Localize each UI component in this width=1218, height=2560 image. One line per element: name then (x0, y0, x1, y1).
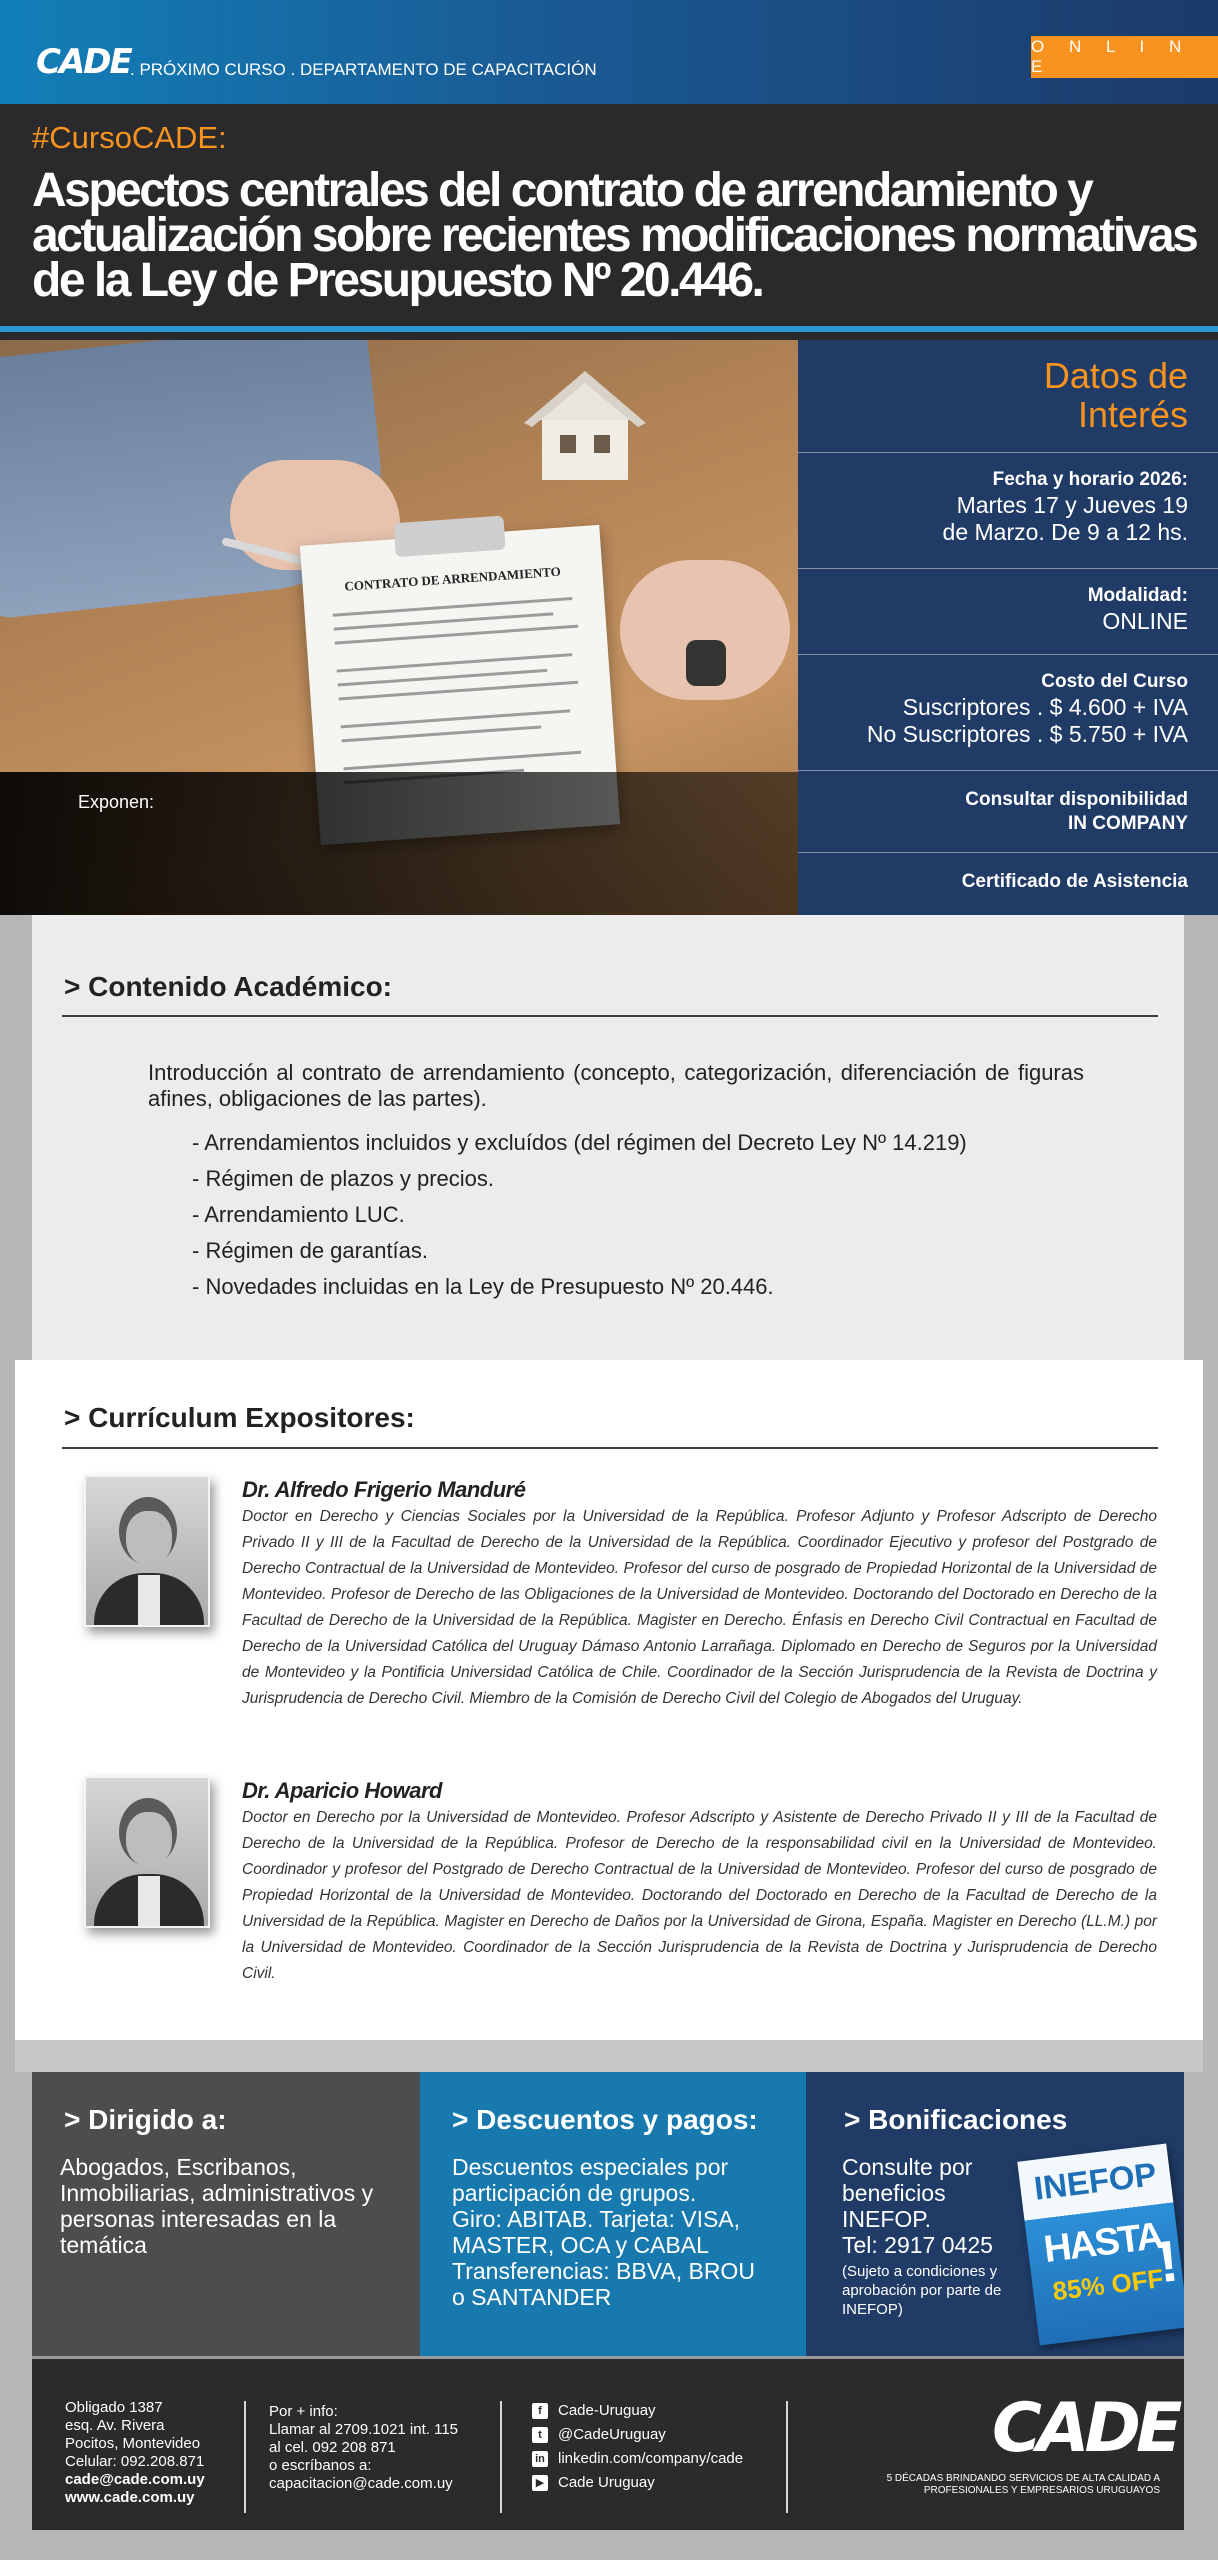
list-item: - Régimen de garantías. (192, 1238, 429, 1263)
header-subtitle: . PRÓXIMO CURSO . DEPARTAMENTO DE CAPACITACIÓN (130, 60, 597, 79)
costo-block: Costo del Curso Suscriptores . $ 4.600 + IVA No Suscriptores . $ 5.750 + IVA (866, 671, 1188, 747)
descuentos-title: > Descuentos y pagos: (452, 2104, 758, 2135)
datos-title: Datos de Interés (1043, 355, 1188, 435)
academic-content-section (32, 915, 1184, 1360)
speaker-photo-1 (84, 1475, 210, 1627)
social-facebook[interactable]: f Cade-Uruguay (532, 2399, 743, 2423)
curriculum-title: > Currículum Expositores: (64, 1402, 415, 1433)
facebook-icon: f (532, 2403, 548, 2419)
online-badge: O N L I N E (1031, 36, 1218, 78)
footer-address: Obligado 1387 esq. Av. Rivera Pocitos, Montevideo Celular: 092.208.871 cade@cade.com.uy www.cade.com.uy (65, 2399, 205, 2506)
hashtag: #CursoCADE: (32, 120, 227, 155)
bonificaciones-text: Consulte por beneficios INEFOP. Tel: 2917 0425 (842, 2154, 993, 2258)
curriculum-section (15, 1360, 1203, 2040)
speaker-name-2: Dr. Aparicio Howard (242, 1778, 442, 1803)
dirigido-section (32, 2072, 420, 2356)
divider-stripe-dark (0, 332, 1218, 340)
dirigido-title: > Dirigido a: (64, 2104, 227, 2135)
footer-email-link[interactable]: cade@cade.com.uy (65, 2471, 205, 2488)
inefop-badge: INEFOP HASTA 85% OFF ! (1017, 2144, 1184, 2346)
speaker-bio-1: Doctor en Derecho y Ciencias Sociales por la Universidad de la República. Profesor Adjunto y Profesor Adscripto de Derecho Privado II y III de la Facultad de Derecho de la Universidad de la República. Coordinador Ejecutivo y profesor del Postgrado de Derecho Contractual de la Universidad de Montevideo. Profesor del curso de posgrado de Propiedad Horizontal de la Universidad de Montevideo. Profesor de Derecho de las Obligaciones de la Universidad de Montevideo. Doctorando del Doctorado en Derecho de la Facultad de Derecho de la Universidad de la República. Magister en Derecho. Énfasis en Derecho Civil Contractual en Facultad de Derecho de la Universidad Católica del Uruguay Dámaso Antonio Larrañaga. Diplomado en Derecho de Seguros por la Universidad de Montevideo y la Pontificia Universidad Católica de Chile. Coordinador de la Sección Jurisprudencia de la Revista de Doctrina y Jurisprudencia de Derecho Civil. Miembro de la Comisión de Derecho Civil del Colegio de Abogados del Uruguay. (242, 1508, 1157, 1707)
title-box (0, 104, 1218, 326)
list-item: - Arrendamiento LUC. (192, 1202, 405, 1227)
certificado-block: Certificado de Asistencia (961, 871, 1188, 892)
bonificaciones-note: (Sujeto a condiciones y aprobación por parte de INEFOP) (842, 2263, 1002, 2318)
exponen-label: Exponen: (78, 792, 155, 812)
dirigido-text: Abogados, Escribanos, Inmobiliarias, administrativos y personas interesadas en la temática (60, 2154, 374, 2258)
linkedin-icon: in (532, 2451, 548, 2467)
contract-photo (0, 340, 798, 915)
footer-web-link[interactable]: www.cade.com.uy (65, 2489, 195, 2506)
descuentos-section (420, 2072, 806, 2356)
footer-social (532, 2399, 743, 2495)
twitter-icon: t (532, 2427, 548, 2443)
footer (32, 2359, 1184, 2530)
footer-info: Por + info: Llamar al 2709.1021 int. 115 al cel. 092 208 871 o escríbanos a: capacitacion@cade.com.uy (269, 2403, 459, 2492)
descuentos-text: Descuentos especiales por participación de grupos. Giro: ABITAB. Tarjeta: VISA, MASTER, OCA y CABAL Transferencias: BBVA, BROU o SANTANDER (452, 2154, 755, 2310)
top-bar (0, 0, 1218, 104)
academic-list (192, 1130, 1112, 1310)
speaker-name-1: Dr. Alfredo Frigerio Manduré (242, 1477, 526, 1502)
modalidad-block: Modalidad: ONLINE (1087, 585, 1188, 634)
footer-tagline: 5 DÉCADAS BRINDANDO SERVICIOS DE ALTA CALIDAD A PROFESIONALES Y EMPRESARIOS URUGUAYOS (886, 2473, 1160, 2496)
house-icon (520, 365, 650, 485)
social-linkedin[interactable]: in linkedin.com/company/cade (532, 2447, 743, 2471)
social-youtube[interactable]: ▶ Cade Uruguay (532, 2471, 743, 2495)
in-company-block: Consultar disponibilidad IN COMPANY (965, 789, 1188, 834)
watch-icon (686, 640, 726, 686)
speaker-photo-2 (84, 1776, 210, 1928)
academic-title: > Contenido Académico: (64, 971, 393, 1002)
cade-logo: CADE (36, 42, 131, 82)
speaker-bio-2: Doctor en Derecho por la Universidad de Montevideo. Profesor Adscripto y Asistente de Derecho Privado II y III de la Facultad de Derecho de la Universidad de la República. Profesor de Derecho de la responsabilidad civil en la Universidad de Montevideo. Coordinador y profesor del Postgrado de Derecho Contractual de la Universidad de Montevideo. Profesor del curso de posgrado de Propiedad Horizontal de la Universidad de Montevideo. Doctorando del Doctorado en Derecho de la Facultad de Derecho de la Universidad de la República. Magister en Derecho de Daños por la Universidad de Girona, España. Magister en Derecho (LL.M.) por la Universidad de Montevideo. Coordinador de la Sección Jurisprudencia de la Revista de Doctrina y Jurisprudencia de Derecho Civil. (242, 1809, 1157, 1982)
footer-capacitacion-email[interactable]: capacitacion@cade.com.uy (269, 2475, 453, 2492)
list-item: - Régimen de plazos y precios. (192, 1166, 495, 1191)
course-title: Aspectos centrales del contrato de arrendamiento y actualización sobre recientes modificaciones normativas de la Ley de Presupuesto Nº 20.446. (32, 164, 1197, 307)
fecha-block: Fecha y horario 2026: Martes 17 y Jueves 19 de Marzo. De 9 a 12 hs. (942, 469, 1188, 545)
bonificaciones-section (806, 2072, 1184, 2356)
social-twitter[interactable]: t @CadeUruguay (532, 2423, 743, 2447)
cade-logo-footer: CADE (992, 2389, 1178, 2468)
bonificaciones-title: > Bonificaciones (844, 2104, 1068, 2135)
youtube-icon: ▶ (532, 2475, 548, 2491)
list-item: - Novedades incluidas en la Ley de Presupuesto Nº 20.446. (192, 1274, 774, 1299)
list-item: - Arrendamientos incluidos y excluídos (del régimen del Decreto Ley Nº 14.219) (192, 1130, 967, 1155)
datos-panel (798, 340, 1218, 915)
academic-intro: Introducción al contrato de arrendamiento (concepto, categorización, diferenciación de figuras afines, obligaciones de las partes). (148, 1060, 1084, 1111)
document-title: CONTRATO DE ARRENDAMIENTO (343, 563, 562, 594)
